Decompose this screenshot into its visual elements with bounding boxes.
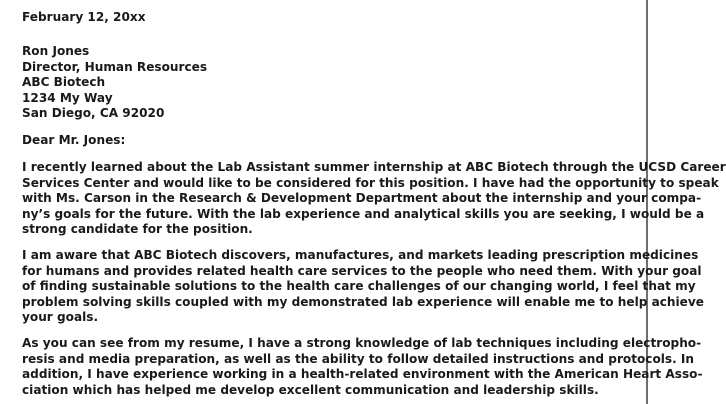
text-line: addition, I have experience working in a health-related environment with the American Heart Asso-	[22, 367, 703, 382]
recipient-city: San Diego, CA 92020	[22, 106, 165, 121]
recipient-company: ABC Biotech	[22, 75, 106, 90]
text-line: of finding sustainable solutions to the health care challenges of our changing world, I feel that my	[22, 279, 696, 294]
letter-date: February 12, 20xx	[22, 10, 146, 24]
text-line: As you can see from my resume, I have a strong knowledge of lab techniques including electropho-	[22, 336, 702, 350]
recipient-street: 1234 My Way	[22, 90, 113, 105]
text-line: problem solving skills coupled with my demonstrated lab experience will enable me to help achieve	[22, 294, 704, 309]
text-line: I am aware that ABC Biotech discovers, manufactures, and markets leading prescription medicines	[22, 248, 699, 262]
text-line: ciation which has helped me develop excellent communication and leadership skills.	[22, 382, 599, 397]
body-paragraph-2	[22, 248, 704, 326]
text-line: strong candidate for the position.	[22, 222, 253, 237]
salutation: Dear Mr. Jones:	[22, 133, 126, 147]
text-line: for humans and provides related health care services to the people who need them. With your goal	[22, 263, 702, 278]
text-line: Services Center and would like to be considered for this position. I have had the opportunity to speak	[22, 175, 719, 190]
body-paragraph-3	[22, 336, 703, 398]
recipient-name: Ron Jones	[22, 44, 90, 58]
text-line: I recently learned about the Lab Assistant summer internship at ABC Biotech through the UCSD Career	[22, 160, 726, 174]
text-line: ny’s goals for the future. With the lab experience and analytical skills you are seeking, I would be a	[22, 206, 705, 221]
body-paragraph-1	[22, 160, 726, 238]
recipient-address	[22, 44, 207, 122]
text-line: resis and media preparation, as well as the ability to follow detailed instructions and protocols. In	[22, 351, 695, 366]
text-line: your goals.	[22, 310, 99, 325]
recipient-title: Director, Human Resources	[22, 59, 208, 74]
text-line: with Ms. Carson in the Research & Development Department about the internship and your compa-	[22, 191, 702, 206]
